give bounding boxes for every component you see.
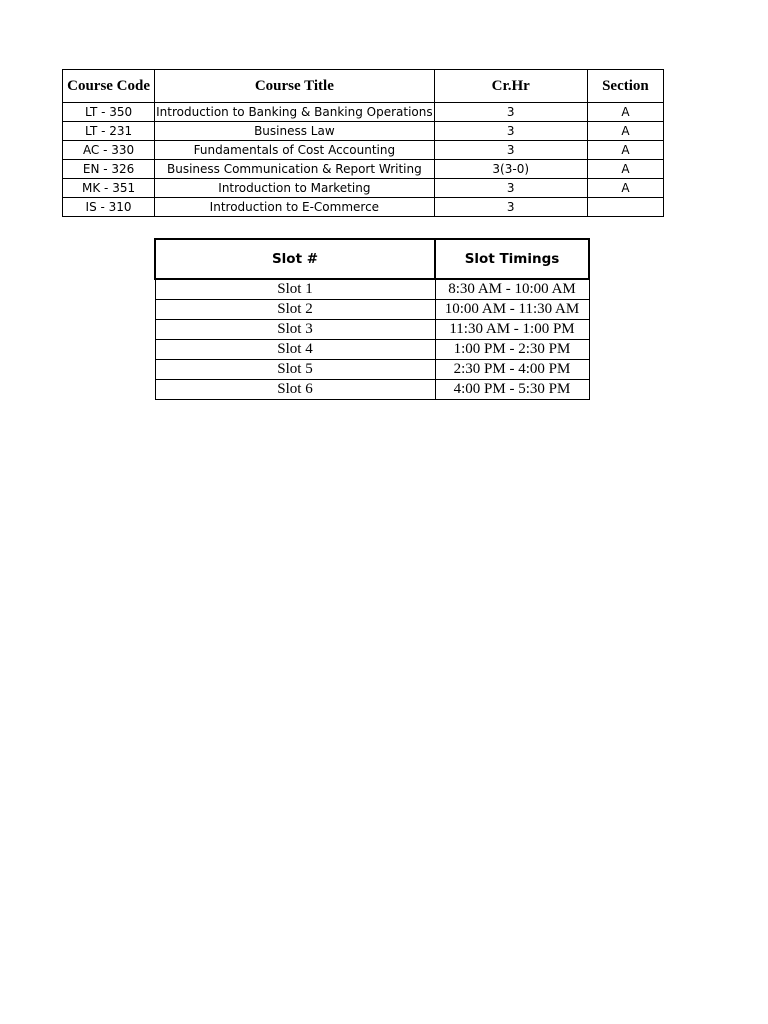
- table-row: [155, 300, 589, 320]
- slot-number: Slot 3: [155, 320, 435, 340]
- course-code: EN - 326: [63, 160, 155, 179]
- slot-timing: 10:00 AM - 11:30 AM: [435, 300, 589, 320]
- course-title: Introduction to E-Commerce: [155, 198, 434, 217]
- table-row: [155, 320, 589, 340]
- credit-hours: 3(3-0): [434, 160, 587, 179]
- course-code: MK - 351: [63, 179, 155, 198]
- table-row: [63, 198, 664, 217]
- credit-hours: 3: [434, 122, 587, 141]
- section: [587, 198, 663, 217]
- course-code: AC - 330: [63, 141, 155, 160]
- table-row: [155, 360, 589, 380]
- slot-number: Slot 2: [155, 300, 435, 320]
- section: A: [587, 103, 663, 122]
- slot-timing: 11:30 AM - 1:00 PM: [435, 320, 589, 340]
- slot-timing: 2:30 PM - 4:00 PM: [435, 360, 589, 380]
- course-title: Introduction to Banking & Banking Operations: [155, 103, 434, 122]
- section: A: [587, 141, 663, 160]
- slots-header-row: [155, 239, 589, 279]
- course-title: Fundamentals of Cost Accounting: [155, 141, 434, 160]
- credit-hours: 3: [434, 198, 587, 217]
- table-row: [155, 279, 589, 300]
- header-course-title: Course Title: [155, 70, 434, 103]
- course-code: IS - 310: [63, 198, 155, 217]
- header-slot-number: Slot #: [155, 239, 435, 279]
- course-title: Introduction to Marketing: [155, 179, 434, 198]
- header-course-code: Course Code: [63, 70, 155, 103]
- section: A: [587, 122, 663, 141]
- section: A: [587, 179, 663, 198]
- slot-timing: 8:30 AM - 10:00 AM: [435, 279, 589, 300]
- table-row: [63, 122, 664, 141]
- courses-table: [62, 69, 664, 217]
- table-row: [63, 141, 664, 160]
- credit-hours: 3: [434, 179, 587, 198]
- slots-table: [154, 238, 590, 400]
- course-code: LT - 350: [63, 103, 155, 122]
- course-code: LT - 231: [63, 122, 155, 141]
- table-row: [63, 103, 664, 122]
- slot-number: Slot 1: [155, 279, 435, 300]
- slot-number: Slot 4: [155, 340, 435, 360]
- table-row: [155, 380, 589, 400]
- slot-number: Slot 5: [155, 360, 435, 380]
- courses-header-row: [63, 70, 664, 103]
- slot-number: Slot 6: [155, 380, 435, 400]
- slot-timing: 4:00 PM - 5:30 PM: [435, 380, 589, 400]
- course-title: Business Law: [155, 122, 434, 141]
- header-credit-hours: Cr.Hr: [434, 70, 587, 103]
- table-row: [63, 179, 664, 198]
- table-row: [155, 340, 589, 360]
- section: A: [587, 160, 663, 179]
- header-slot-timings: Slot Timings: [435, 239, 589, 279]
- table-row: [63, 160, 664, 179]
- slot-timing: 1:00 PM - 2:30 PM: [435, 340, 589, 360]
- credit-hours: 3: [434, 141, 587, 160]
- course-title: Business Communication & Report Writing: [155, 160, 434, 179]
- credit-hours: 3: [434, 103, 587, 122]
- header-section: Section: [587, 70, 663, 103]
